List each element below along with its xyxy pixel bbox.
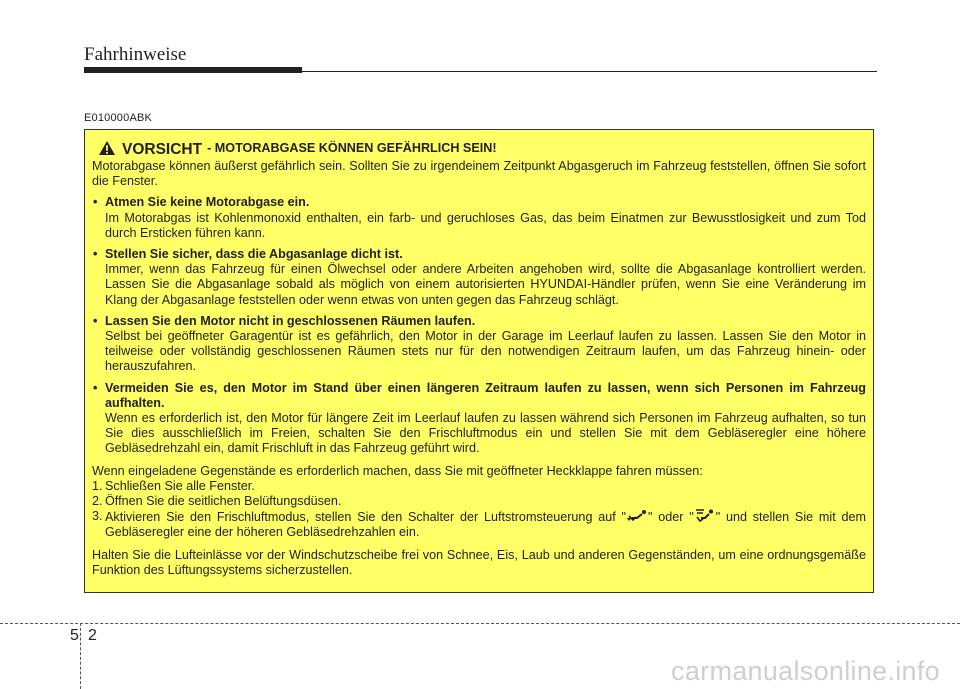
watermark: carmanualsonline.info bbox=[671, 656, 940, 686]
bullet-text: Immer, wenn das Fahrzeug für einen Ölwechsel oder andere Arbeiten angehoben wird, sollte die Abgasanlage kontrolliert werden. Lassen Sie die Abgasanlage sobald als möglich von einem autorisierten HYUNDAI-Händler prüfen, wenn Sie eine Veränderung im Klang der Abgasanlage feststellen oder wenn etwas von unten gegen das Fahrzeug schlägt. bbox=[105, 262, 866, 307]
step-text-part: Aktivieren Sie den Frischluftmodus, stellen Sie den Schalter der Luftstromsteuerung auf " bbox=[105, 510, 626, 525]
bullet-title: • Atmen Sie keine Motorabgase ein. bbox=[105, 195, 310, 210]
floor-airflow-icon bbox=[626, 509, 648, 523]
bullet-text: Selbst bei geöffneter Garagentür ist es gefährlich, den Motor in der Garage im Leerlauf laufen zu lassen. Lassen Sie den Motor in teilweise oder vollständig geschlossenen Räumen stets nur für den notwendigen Zeitraum laufen, um das Fahrzeug hinein- oder herauszufahren. bbox=[105, 329, 866, 374]
bullet-title: • Lassen Sie den Motor nicht in geschlossenen Räumen laufen. bbox=[105, 313, 476, 328]
step-item bbox=[92, 509, 866, 540]
closing-text: Halten Sie die Lufteinlässe vor der Windschutzscheibe frei von Schnee, Eis, Laub und anderen Gegenständen, um eine ordnungsgemäße Funktion des Lüftungssystems sicherzustellen. bbox=[92, 547, 866, 577]
step-text bbox=[105, 509, 866, 540]
warning-intro: Motorabgase können äußerst gefährlich sein. Sollten Sie zu irgendeinem Zeitpunkt Abgasgeruch im Fahrzeug feststellen, öffnen Sie sofort die Fenster. bbox=[92, 159, 866, 189]
step-number: 2. bbox=[92, 494, 103, 509]
bullet-item bbox=[92, 195, 866, 241]
bullet-text: Wenn es erforderlich ist, den Motor für längere Zeit im Leerlauf laufen zu lassen während sich Personen im Fahrzeug aufhalten, so tun Sie dies ausschließlich im Freien, schalten Sie den Frischluftmodus ein und stellen Sie mit dem Gebläseregler eine höhere Gebläsedrehzahl ein, damit Frischluft in das Fahrzeug geführt wird. bbox=[105, 411, 866, 456]
bullet-title: • Vermeiden Sie es, den Motor im Stand über einen längeren Zeitraum laufen zu lassen, wenn sich Personen im Fahrzeug aufhalten. bbox=[105, 380, 866, 410]
step-item bbox=[92, 494, 866, 509]
floor-defrost-airflow-icon bbox=[694, 509, 716, 523]
section-number: 5 bbox=[70, 627, 79, 644]
step-number: 3. bbox=[92, 509, 103, 524]
section-code: E010000ABK bbox=[84, 112, 153, 124]
step-text: Schließen Sie alle Fenster. bbox=[105, 478, 255, 493]
cargo-intro: Wenn eingeladene Gegenstände es erforderlich machen, dass Sie mit geöffneter Heckklappe fahren müssen: bbox=[92, 463, 703, 478]
bullet-item bbox=[92, 247, 866, 308]
bullet-title: • Stellen Sie sicher, dass die Abgasanlage dicht ist. bbox=[105, 247, 403, 262]
page-number: 2 bbox=[88, 627, 97, 644]
step-item bbox=[92, 479, 866, 494]
header-rule-thick bbox=[84, 67, 302, 73]
step-text-part: " und stellen Sie mit dem Gebläseregler eine der höheren Gebläsedrehzahlen ein. bbox=[105, 510, 866, 540]
step-number: 1. bbox=[92, 478, 103, 493]
step-text: Öffnen Sie die seitlichen Belüftungsdüsen. bbox=[105, 494, 342, 509]
page-header-title: Fahrhinweise bbox=[84, 44, 187, 65]
bullet-item bbox=[92, 381, 866, 457]
footer-rule-horizontal bbox=[0, 623, 960, 624]
footer-rule-vertical bbox=[80, 623, 81, 689]
warning-header bbox=[92, 141, 866, 157]
warning-box bbox=[84, 129, 874, 593]
header-rule-thin bbox=[302, 71, 877, 73]
warning-label: VORSICHT bbox=[122, 140, 203, 158]
bullet-text: Im Motorabgas ist Kohlenmonoxid enthalten, ein farb- und geruchloses Gas, das beim Einatmen zur Bewusstlosigkeit und zum Tod durch Ersticken führen kann. bbox=[105, 210, 866, 240]
warning-triangle-icon bbox=[98, 140, 116, 156]
bullet-item bbox=[92, 314, 866, 375]
warning-headline: - MOTORABGASE KÖNNEN GEFÄHRLICH SEIN! bbox=[207, 140, 497, 155]
step-text-part: " oder " bbox=[647, 510, 694, 525]
